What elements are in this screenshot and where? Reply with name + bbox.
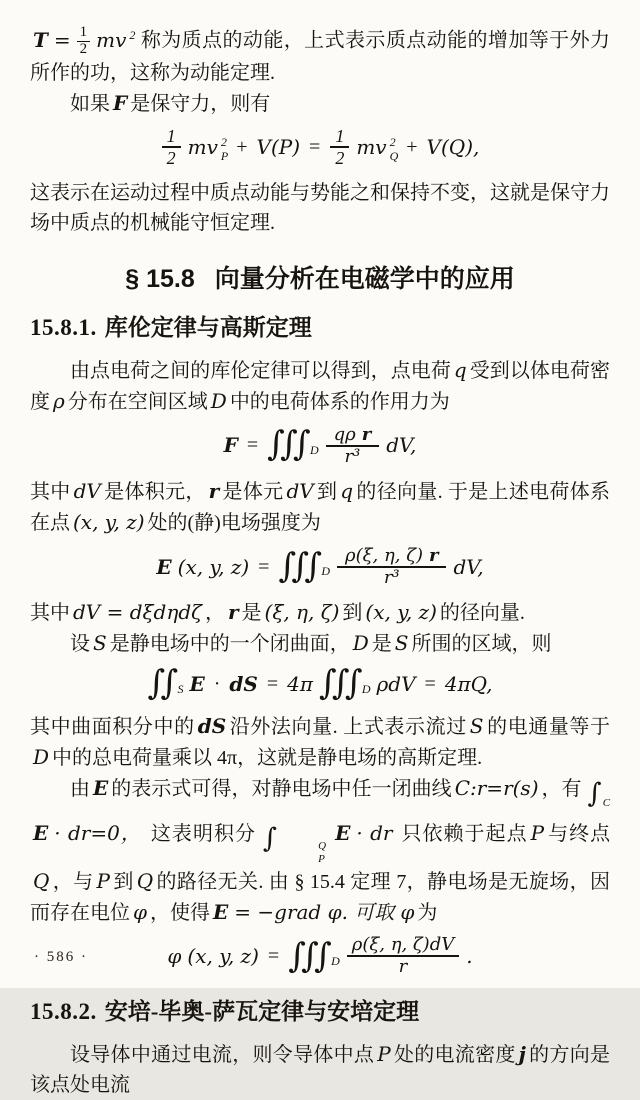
fraction-numerator — [337, 545, 446, 568]
text-segment: 沿外法向量. 上式表示流过 — [229, 715, 467, 738]
term-VP: V(P) — [256, 135, 301, 160]
var-dV: dV — [286, 478, 314, 503]
term-rho-xi-eta-zeta: ρ(ξ, η, ζ) — [345, 544, 423, 566]
text-segment: 所围的区域，则 — [411, 633, 552, 656]
var-S: S — [93, 631, 107, 656]
var-phi: φ — [133, 900, 148, 925]
double-integral-icon: ∫∫ — [147, 663, 174, 704]
subsection-title: 安培-毕奥-萨瓦定律与安培定理 — [104, 998, 420, 1024]
term-grad-phi: = −grad φ. 可取 — [234, 900, 395, 925]
fraction-one-half — [330, 126, 349, 168]
text-segment: 的方向是该点处电流 — [30, 1043, 611, 1096]
var-q: q — [453, 357, 467, 382]
text-segment: 是体积元， — [103, 480, 206, 503]
var-phi: φ — [167, 944, 182, 969]
text-segment: 到 — [342, 602, 363, 625]
formula-energy-conservation — [30, 126, 610, 168]
integral-domain-D: D — [331, 954, 340, 969]
equation-dV: dV = dξdηdζ — [73, 600, 202, 625]
var-dV: dV — [73, 478, 101, 503]
var-S: S — [394, 631, 409, 656]
var-E-vector: E — [156, 554, 172, 579]
text-segment: 的电通量等于 — [486, 715, 611, 738]
equals-sign: = — [53, 27, 71, 52]
subsection-number: 15.8.2. — [30, 998, 97, 1024]
term-VQ: V(Q), — [426, 135, 480, 160]
triple-integral — [267, 424, 319, 465]
text-segment: 只依赖于起点 — [401, 822, 528, 845]
text-segment: 的表示式可得，对静电场中任一闭曲线 — [111, 777, 452, 800]
var-phi: φ — [400, 900, 415, 925]
plus-sign: + — [406, 136, 418, 159]
point-xyz: (x, y, z) — [73, 509, 145, 534]
equals-sign: = — [267, 945, 280, 968]
differential-dV: dV, — [453, 554, 484, 579]
var-P: P — [96, 869, 110, 894]
fraction-numerator: 1 — [162, 126, 181, 148]
formula-electric-field — [30, 545, 610, 588]
text-segment: 称为质点的动能，上式表示质点动能的增加等于外力所作的功，这称为动能定理. — [30, 29, 611, 85]
fraction-denominator: 2 — [166, 148, 176, 169]
text-segment: 是体元 — [222, 480, 284, 503]
period: . — [466, 944, 473, 969]
text-segment: 其中 — [30, 480, 71, 503]
fraction-denominator: r — [398, 956, 408, 978]
superscript: 2 — [220, 135, 227, 150]
integral-domain-C: C — [602, 796, 611, 809]
paragraph-closed-surface — [30, 628, 610, 659]
subsection-number: 15.8.1. — [30, 314, 97, 340]
paragraph-kinetic-energy — [30, 20, 610, 88]
formula-gauss-theorem — [30, 663, 610, 704]
subsection-heading-ampere-biot-savart — [30, 998, 610, 1026]
supsub-P2 — [221, 135, 228, 164]
triple-integral-icon: ∫∫∫ — [288, 935, 328, 976]
var-E-vector: E — [33, 820, 49, 845]
var-E-vector: E — [335, 820, 351, 845]
paragraph-conservative-force — [30, 88, 610, 119]
integral-limits-PQ — [278, 840, 326, 866]
section-title: 向量分析在电磁学中的应用 — [214, 264, 515, 293]
integral-domain-S: S — [177, 681, 184, 696]
triple-integral-icon: ∫∫∫ — [318, 663, 358, 704]
var-r-vector: r — [428, 544, 439, 566]
integral-icon: ∫ — [587, 777, 602, 809]
differential-dS: dS — [229, 672, 258, 697]
term-dr: · dr — [356, 820, 393, 845]
paragraph-gauss-statement — [30, 711, 610, 773]
var-mv: mv — [187, 135, 218, 160]
var-P: P — [530, 820, 545, 845]
supsub-Q2 — [390, 135, 399, 164]
var-P: P — [377, 1041, 391, 1066]
fraction-numerator: 1 — [330, 126, 349, 148]
text-segment: 的路径无关. 由 § 15.4 定理 7，静电场是无旋场，因而存在电位 — [30, 871, 611, 925]
text-segment: 处的(静)电场强度为 — [147, 511, 321, 534]
integral-domain-D: D — [309, 443, 319, 458]
section-heading — [30, 264, 610, 294]
subsection-heading-coulomb-gauss — [30, 314, 610, 342]
text-segment: 设 — [70, 633, 90, 656]
text-segment: ，与 — [52, 871, 94, 894]
text-segment: 中的电荷体系的作用力为 — [229, 390, 450, 413]
var-S: S — [469, 713, 484, 738]
text-segment: 到 — [112, 871, 134, 894]
lower-limit-P: P — [318, 853, 325, 866]
equals-sign: = — [258, 555, 270, 578]
potential-args: (x, y, z) — [187, 944, 259, 969]
var-r-vector: r — [361, 423, 372, 445]
text-segment: 由 — [70, 777, 91, 800]
var-E-vector: E — [189, 672, 205, 697]
subscript: Q — [389, 149, 399, 164]
point-xyz: (x, y, z) — [365, 600, 437, 625]
fraction-potential-integrand — [347, 935, 460, 977]
text-segment: ，使得 — [150, 902, 211, 925]
text-segment: 到 — [316, 480, 338, 503]
formula-potential — [30, 935, 610, 977]
text-segment: 处的电流密度 — [393, 1043, 516, 1066]
subscript: P — [220, 149, 229, 164]
var-D: D — [352, 631, 369, 656]
text-segment: 分布在空间区域 — [67, 390, 208, 413]
superscript-2: 2 — [129, 28, 136, 42]
var-j-vector: j — [518, 1041, 526, 1066]
fraction-denominator: r³ — [344, 445, 361, 467]
upper-limit-Q: Q — [318, 839, 327, 852]
text-segment: 其中 — [30, 602, 70, 625]
fraction-denominator: r³ — [383, 567, 400, 589]
var-F: F — [113, 91, 128, 116]
text-segment: 是 — [371, 633, 392, 656]
triple-integral — [278, 545, 330, 586]
equals-sign: = — [309, 136, 321, 159]
text-segment: 如果 — [70, 93, 110, 116]
paragraph-coulomb-intro — [30, 355, 610, 417]
var-q: q — [340, 478, 354, 503]
fraction-numerator: 1 — [77, 25, 91, 42]
integral-domain-D: D — [361, 681, 371, 696]
var-r-vector: r — [227, 600, 239, 625]
term-four-pi-Q: 4πQ, — [444, 672, 493, 697]
paragraph-potential — [30, 773, 610, 928]
text-segment: 受到以体电荷密度 — [30, 359, 611, 413]
text-segment: 由点电荷之间的库伦定律可以得到，点电荷 — [70, 359, 451, 382]
var-mv: mv — [96, 27, 127, 52]
equals-sign: = — [246, 434, 259, 457]
var-Q: Q — [136, 869, 154, 894]
var-mv: mv — [356, 135, 387, 160]
paragraph-field-intro — [30, 476, 610, 538]
paragraph-dv-definition — [30, 597, 610, 628]
term-q-rho: qρ — [333, 423, 356, 445]
var-D: D — [33, 744, 50, 769]
var-E-vector: E — [93, 775, 109, 800]
text-segment: 其中曲面积分中的 — [30, 715, 195, 738]
page-number: · 586 · — [34, 949, 88, 965]
double-integral — [147, 663, 184, 704]
fraction-one-half — [162, 126, 181, 168]
text-segment: 是静电场中的一个闭曲面， — [109, 633, 350, 656]
var-T: T — [33, 27, 48, 52]
fraction-numerator: ρ(ξ, η, ζ)dV — [347, 935, 460, 957]
fraction-force-integrand — [326, 424, 380, 467]
section-number: § 15.8 — [125, 264, 195, 293]
subsection-title: 库伦定律与高斯定理 — [104, 314, 312, 340]
integral-domain-D: D — [321, 564, 330, 579]
superscript: 2 — [389, 135, 396, 150]
curve-equation: C:r=r(s) — [454, 775, 539, 800]
equals-sign: = — [266, 673, 279, 696]
differential-dS: dS — [197, 713, 227, 738]
term-four-pi: 4π — [287, 672, 313, 697]
text-segment: ，有 — [541, 777, 582, 800]
var-rho: ρ — [53, 388, 65, 413]
var-E-vector: E — [213, 900, 229, 925]
fraction-denominator: 2 — [79, 40, 88, 57]
triple-integral-icon: ∫∫∫ — [267, 424, 306, 465]
triple-integral — [288, 935, 340, 976]
text-segment: 中的总电荷量乘以 4π，这就是静电场的高斯定理. — [52, 746, 483, 769]
dot-operator: · — [213, 673, 221, 696]
text-segment: 这表明积分 — [150, 822, 256, 845]
text-segment: 的径向量. 于是上述电荷体系在点 — [30, 480, 611, 534]
text-segment: 为 — [417, 902, 438, 925]
fraction-numerator — [326, 424, 380, 447]
var-D: D — [210, 388, 227, 413]
var-F-vector: F — [223, 433, 238, 458]
text-segment: 与终点 — [547, 822, 611, 845]
differential-dV: dV, — [386, 433, 417, 458]
var-r-vector: r — [208, 478, 220, 503]
fraction-denominator: 2 — [335, 148, 345, 169]
text-segment: 是 — [241, 602, 262, 625]
triple-integral-icon: ∫∫∫ — [278, 545, 318, 586]
text-segment: 是保守力，则有 — [130, 93, 271, 116]
fraction-one-half — [77, 25, 91, 58]
formula-coulomb-force — [30, 424, 610, 467]
equals-sign: = — [424, 673, 436, 696]
term-dr-zero: · dr=0， — [54, 820, 142, 845]
integral-icon: ∫ — [263, 822, 278, 854]
var-Q: Q — [33, 869, 50, 894]
paragraph-current-density — [30, 1039, 610, 1100]
field-args: (x, y, z) — [177, 554, 250, 579]
text-segment: ， — [204, 602, 225, 625]
text-segment: 这表示在运动过程中质点动能与势能之和保持不变，这就是保守力场中质点的机械能守恒定理. — [30, 181, 610, 234]
paragraph-conservation-statement — [30, 178, 610, 238]
term-rho-dV: ρdV — [376, 672, 416, 697]
text-segment: 设导体中通过电流，则令导体中点 — [70, 1043, 375, 1066]
point-xi-eta-zeta: (ξ, η, ζ) — [264, 600, 340, 625]
text-segment: 的径向量. — [439, 602, 525, 625]
plus-sign: + — [236, 136, 248, 159]
triple-integral — [318, 663, 371, 704]
fraction-field-integrand — [337, 545, 446, 588]
